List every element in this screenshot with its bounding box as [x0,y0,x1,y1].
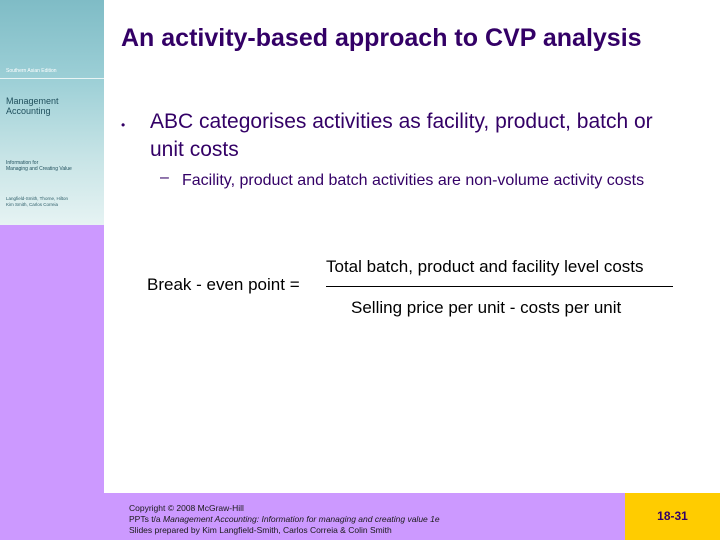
cover-authors-line2: Kim Smith, Carlos Correia [6,202,59,207]
left-sidebar [0,0,104,540]
footer-text [129,503,440,536]
ppts-book-title: Management Accounting: Information for managing and creating value 1e [163,514,440,524]
bullet-text: ABC categorises activities as facility, product, batch or unit costs [150,110,653,161]
formula-lhs: Break - even point = [147,275,300,294]
cover-title [6,96,59,116]
prepared-by-line: Slides prepared by Kim Langfield-Smith, Carlos Correia & Colin Smith [129,525,392,535]
formula-numerator: Total batch, product and facility level costs [326,257,644,276]
formula-denominator: Selling price per unit - costs per unit [351,298,622,317]
page-number-box [625,493,720,540]
bullet-marker: • [121,118,126,132]
cover-subtitle [6,160,72,172]
footer-bar [104,493,625,540]
book-cover-image [0,0,104,225]
cover-divider [0,78,104,79]
ppts-line [129,514,440,525]
cover-subtitle-line1: Information for [6,160,39,166]
ppts-prefix: PPTs t/a [129,514,164,524]
page-number: 18-31 [657,509,688,523]
sub-bullet-text: Facility, product and batch activities are non-volume activity costs [182,172,645,189]
cover-subtitle-line2: Managing and Creating Value [6,166,72,172]
cover-title-line1: Management [6,96,59,106]
sub-bullet-marker: – [160,169,169,186]
cover-title-line2: Accounting [6,106,51,116]
cover-authors-line1: Langfield-Smith, Thorne, Hilton [6,196,68,201]
cover-edition-label: Southern Asian Edition [6,68,57,74]
cover-authors [6,196,68,208]
slide-title: An activity-based approach to CVP analysis [121,24,642,52]
fraction-bar [326,286,673,287]
copyright-line: Copyright © 2008 McGraw-Hill [129,503,244,513]
